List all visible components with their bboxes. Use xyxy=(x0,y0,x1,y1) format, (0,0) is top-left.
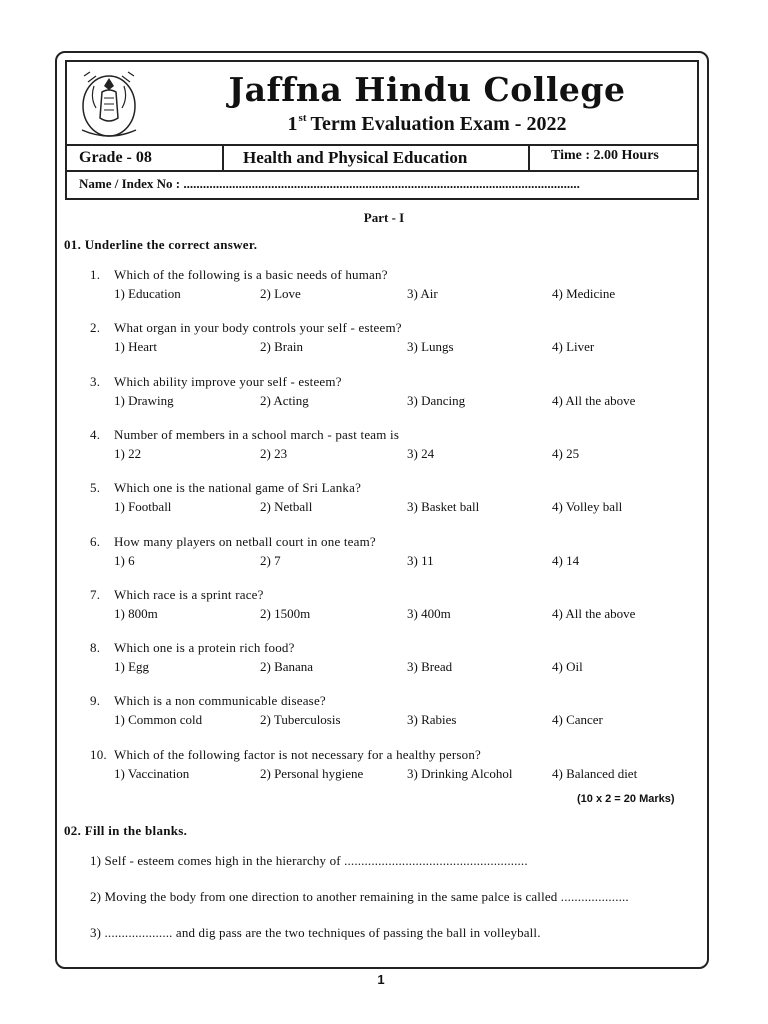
question-label: What organ in your body controls your self - esteem? xyxy=(114,320,402,336)
answer-option[interactable]: 1) 22 xyxy=(114,445,142,461)
answer-option[interactable]: 2) Love xyxy=(260,286,301,301)
answer-option[interactable]: 3) 11 xyxy=(407,552,434,568)
exam-ordinal-suffix: st xyxy=(298,112,307,124)
question-text xyxy=(90,374,710,390)
time-label: Time : 2.00 Hours xyxy=(551,148,659,163)
exam-title xyxy=(217,112,637,136)
answer-option[interactable]: 1) Drawing xyxy=(114,392,174,408)
answer-option[interactable]: 3) Basket ball xyxy=(407,499,480,515)
question-text xyxy=(90,320,710,336)
answer-option[interactable]: 3) Rabies xyxy=(407,712,457,728)
answer-option[interactable]: 2) Tuberculosis xyxy=(260,712,341,728)
question-item xyxy=(90,747,710,784)
question-label: Number of members in a school march - past team is xyxy=(114,426,400,442)
answer-option[interactable]: 4) Volley ball xyxy=(552,499,623,515)
question-number: 5. xyxy=(90,480,101,496)
divider xyxy=(222,146,224,170)
question-number: 2. xyxy=(90,320,101,336)
question-number: 6. xyxy=(90,533,101,549)
answer-option[interactable]: 2) 23 xyxy=(260,445,288,461)
grade-label: Grade - 08 xyxy=(79,149,152,166)
answer-option[interactable]: 1) 800m xyxy=(114,605,158,621)
answer-option[interactable]: 2) Banana xyxy=(260,659,314,675)
question-item xyxy=(90,534,710,571)
question-number: 3. xyxy=(90,373,101,389)
question-label: How many players on netball court in one team? xyxy=(114,533,376,549)
answer-option[interactable]: 3) Bread xyxy=(407,659,453,675)
answer-option[interactable]: 2) Brain xyxy=(260,339,303,355)
question-text xyxy=(90,693,710,709)
question-label: Which one is a protein rich food? xyxy=(114,640,295,656)
answer-options xyxy=(90,446,710,464)
answer-option[interactable]: 4) All the above xyxy=(552,392,636,408)
answer-option[interactable]: 4) 25 xyxy=(552,445,580,461)
answer-options xyxy=(90,286,710,304)
question-item xyxy=(90,374,710,411)
answer-options xyxy=(90,393,710,411)
answer-option[interactable]: 4) Medicine xyxy=(552,286,616,301)
answer-option[interactable]: 2) 7 xyxy=(260,552,281,568)
answer-option[interactable]: 1) Education xyxy=(114,286,181,301)
answer-option[interactable]: 3) Dancing xyxy=(407,392,466,408)
fill-blank-item[interactable]: 3) .................... and dig pass are the two techniques of passing the ball in volleyball. xyxy=(90,925,541,940)
answer-option[interactable]: 3) 400m xyxy=(407,605,451,621)
question-item xyxy=(90,480,710,517)
name-index-field[interactable]: Name / Index No : .......................................................................................................................... xyxy=(79,176,580,191)
school-name: Jaffna Hindu College xyxy=(228,70,626,109)
question-item xyxy=(90,693,710,730)
answer-option[interactable]: 2) 1500m xyxy=(260,605,311,621)
answer-option[interactable]: 2) Personal hygiene xyxy=(260,765,364,781)
question-label: Which of the following is a basic needs of human? xyxy=(114,267,388,282)
subject-label: Health and Physical Education xyxy=(243,148,468,167)
answer-options xyxy=(90,553,710,571)
fill-blank-item[interactable]: 2) Moving the body from one direction to another remaining in the same palce is called .................... xyxy=(90,889,629,904)
answer-option[interactable]: 1) Football xyxy=(114,499,172,515)
answer-option[interactable]: 4) Oil xyxy=(552,659,583,675)
question-number: 8. xyxy=(90,640,101,656)
section1-heading: 01. Underline the correct answer. xyxy=(64,237,258,252)
question-item xyxy=(90,320,710,357)
question-label: Which one is the national game of Sri Lanka? xyxy=(114,480,362,496)
question-item xyxy=(90,427,710,464)
question-number: 4. xyxy=(90,426,101,442)
answer-option[interactable]: 1) Vaccination xyxy=(114,765,190,781)
answer-option[interactable]: 3) 24 xyxy=(407,445,435,461)
question-number: 10. xyxy=(90,746,107,762)
answer-option[interactable]: 4) Balanced diet xyxy=(552,765,638,781)
answer-option[interactable]: 1) Common cold xyxy=(114,712,203,728)
question-label: Which race is a sprint race? xyxy=(114,586,264,602)
question-text xyxy=(90,747,710,763)
answer-options xyxy=(90,499,710,517)
section2-heading: 02. Fill in the blanks. xyxy=(64,823,188,838)
exam-title-text: Term Evaluation Exam - 2022 xyxy=(310,113,567,135)
question-label: Which ability improve your self - esteem? xyxy=(114,373,342,389)
answer-option[interactable]: 4) 14 xyxy=(552,552,580,568)
answer-option[interactable]: 1) Egg xyxy=(114,659,150,675)
part-heading: Part - I xyxy=(363,210,405,225)
question-text xyxy=(90,534,710,550)
answer-options xyxy=(90,659,710,677)
fill-blank-item[interactable]: 1) Self - esteem comes high in the hierarchy of ...................................................... xyxy=(90,853,528,868)
question-text xyxy=(90,480,710,496)
answer-option[interactable]: 1) Heart xyxy=(114,339,157,355)
answer-option[interactable]: 4) All the above xyxy=(552,605,636,621)
answer-option[interactable]: 2) Acting xyxy=(260,392,309,408)
exam-ordinal: 1 xyxy=(287,113,298,135)
answer-options xyxy=(90,606,710,624)
question-item xyxy=(90,267,710,304)
question-item xyxy=(90,587,710,624)
question-label: Which is a non communicable disease? xyxy=(114,693,326,709)
divider xyxy=(528,146,530,170)
question-item xyxy=(90,640,710,677)
answer-option[interactable]: 4) Liver xyxy=(552,339,595,355)
question-label: Which of the following factor is not necessary for a healthy person? xyxy=(114,746,482,762)
answer-options xyxy=(90,712,710,730)
answer-option[interactable]: 1) 6 xyxy=(114,552,135,568)
exam-info-row xyxy=(67,144,697,172)
answer-option[interactable]: 3) Lungs xyxy=(407,339,454,355)
answer-options xyxy=(90,339,710,357)
answer-option[interactable]: 4) Cancer xyxy=(552,712,603,728)
question-number: 7. xyxy=(90,586,101,602)
answer-option[interactable]: 3) Drinking Alcohol xyxy=(407,765,513,781)
question-text xyxy=(90,267,710,283)
answer-options xyxy=(90,766,710,784)
answer-option[interactable]: 2) Netball xyxy=(260,499,313,515)
question-number: 1. xyxy=(90,267,101,282)
college-crest-icon xyxy=(74,68,144,142)
page-number: 1 xyxy=(377,972,385,987)
exam-header xyxy=(65,60,699,200)
answer-option[interactable]: 3) Air xyxy=(407,286,438,301)
question-number: 9. xyxy=(90,693,101,709)
marks-note: (10 x 2 = 20 Marks) xyxy=(577,793,675,805)
question-text xyxy=(90,427,710,443)
question-text xyxy=(90,640,710,656)
question-text xyxy=(90,587,710,603)
